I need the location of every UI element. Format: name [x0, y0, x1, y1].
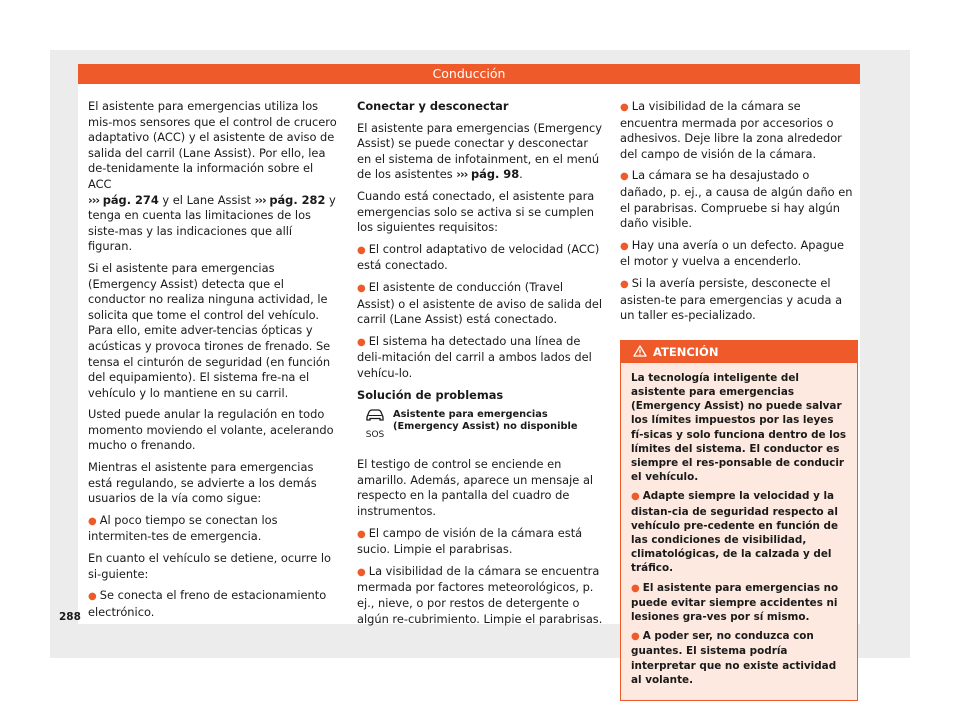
section-heading: Conectar y desconectar: [357, 99, 509, 113]
paragraph: El testigo de control se enciende en amarillo. Además, aparece un mensaje al respecto en la pantalla del cuadro de instrumentos.: [357, 457, 594, 519]
cross-reference-arrows: ›››: [456, 167, 468, 182]
attention-paragraph: La tecnología inteligente del asistente para emergencias (Emergency Assist) no puede salvar los límites impuestos por las leyes fí-sicas y solo funciona dentro de los límites del sistema. El conductor es siempre el res-ponsable de conducir el vehículo.: [631, 371, 847, 484]
paragraph: Mientras el asistente para emergencias está regulando, se advierte a los demás usuarios de la vía como sigue:: [88, 460, 317, 506]
attention-title: ATENCIÓN: [653, 344, 719, 359]
bullet-dot-icon: ●: [620, 171, 629, 183]
paragraph: Usted puede anular la regulación en todo momento moviendo el volante, acelerando mucho o frenando.: [88, 407, 334, 453]
bullet-item: ● Adapte siempre la velocidad y la distan-cia de seguridad respecto al vehículo pre-cedente en función de las condiciones de visibilidad, climatológicas, de la calzada y del tráfico.: [631, 490, 839, 575]
bullet-item: ● Hay una avería o un defecto. Apague el motor y vuelva a encenderlo.: [620, 237, 844, 269]
bullet-item: ● El sistema ha detectado una línea de deli-mitación del carril a ambos lados del vehícu-lo.: [357, 333, 592, 380]
section-header: Conducción: [78, 64, 860, 84]
bullet-item: ● El control adaptativo de velocidad (ACC) está conectado.: [357, 241, 600, 273]
section-heading: Solución de problemas: [357, 387, 504, 402]
warning-lamp-entry: [357, 409, 603, 443]
paragraph: El asistente para emergencias (Emergency Assist) se puede conectar y desconectar en el sistema de infotainment, en el menú de los asistentes ››› pág. 98.: [357, 120, 602, 182]
bullet-item: ● La visibilidad de la cámara se encuentra mermada por factores meteorológicos, p. ej., nieve, o por restos de detergente o algún re-cubrimiento. Limpie el parabrisas.: [357, 563, 603, 626]
bullet-dot-icon: ●: [631, 582, 640, 594]
cross-reference-arrows: ›››: [88, 192, 100, 207]
bullet-item: ● Si la avería persiste, desconecte el asisten-te para emergencias y acuda a un taller es-pecializado.: [620, 275, 843, 323]
bullet-dot-icon: ●: [631, 631, 640, 643]
warning-lamp-title: Asistente para emergencias (Emergency Assist) no disponible: [393, 409, 578, 433]
page-reference-link[interactable]: pág. 274: [102, 192, 159, 207]
sos-label: SOS: [365, 429, 385, 440]
bullet-item: ● El campo de visión de la cámara está sucio. Limpie el parabrisas.: [357, 525, 583, 557]
bullet-dot-icon: ●: [620, 278, 629, 290]
bullet-dot-icon: ●: [357, 566, 366, 578]
attention-box: [620, 340, 858, 701]
paragraph: En cuanto el vehículo se detiene, ocurre lo si-guiente:: [88, 551, 331, 581]
car-sos-icon: [365, 409, 385, 443]
bullet-item: ● La visibilidad de la cámara se encuentra mermada por accesorios o adhesivos. Deje libre la zona alrededor del campo de visión de la cámara.: [620, 99, 842, 161]
column-1: [88, 99, 338, 626]
cross-reference-arrows: ›››: [254, 192, 266, 207]
paragraph: Cuando está conectado, el asistente para emergencias solo se activa si se cumplen los siguientes requisitos:: [357, 188, 595, 235]
attention-body: [621, 363, 857, 700]
bullet-dot-icon: ●: [88, 515, 97, 527]
page-reference-link[interactable]: pág. 98: [471, 167, 520, 182]
bullet-item: ● La cámara se ha desajustado o dañado, p. ej., a causa de algún daño en el parabrisas. Compruebe si hay algún daño visible.: [620, 168, 853, 231]
bullet-dot-icon: ●: [631, 491, 640, 503]
bullet-dot-icon: ●: [357, 528, 366, 540]
column-3: [620, 99, 856, 701]
attention-header: [621, 341, 857, 363]
bullet-dot-icon: ●: [620, 102, 629, 113]
bullet-item: ● Se conecta el freno de estacionamiento electrónico.: [88, 588, 327, 619]
bullet-item: ● El asistente para emergencias no puede evitar siempre accidentes ni lesiones gra-ves por sí mismo.: [631, 581, 839, 623]
bullet-dot-icon: ●: [357, 336, 366, 348]
bullet-dot-icon: ●: [357, 244, 366, 256]
warning-triangle-icon: [633, 345, 647, 357]
column-2: [357, 99, 603, 633]
bullet-dot-icon: ●: [88, 591, 97, 603]
car-icon: [365, 409, 385, 421]
bullet-dot-icon: ●: [357, 282, 366, 294]
paragraph: Si el asistente para emergencias (Emergency Assist) detecta que el conductor no realiza ninguna actividad, le solicita que tome el control del vehículo. Para ello, emite adver-tencias ópticas y acústicas y provoca tirones de frenado. Se tensa el cinturón de seguridad (en función del equipamiento). El sistema fre-na el vehículo y lo mantiene en su carril.: [88, 260, 331, 400]
paragraph: El asistente para emergencias utiliza los mis-mos sensores que el control de crucero adaptativo (ACC) y el asistente de aviso de salida del carril (Lane Assist). Por ello, lea de-tenidamente la información sobre el ACC ››› pág. 274 y el Lane Assist ››› pág. 282 y tenga en cuenta las limitaciones de los siste-mas y las indicaciones que allí figuran.: [88, 99, 337, 254]
page-number: 288: [59, 611, 81, 623]
bullet-item: ● A poder ser, no conduzca con guantes. El sistema podría interpretar que no existe actividad al volante.: [631, 630, 837, 686]
bullet-dot-icon: ●: [620, 240, 629, 252]
page-reference-link[interactable]: pág. 282: [269, 192, 326, 207]
bullet-item: ● El asistente de conducción (Travel Assist) o el asistente de aviso de salida del carril (Lane Assist) está conectado.: [357, 279, 603, 327]
bullet-item: ● Al poco tiempo se conectan los intermiten-tes de emergencia.: [88, 512, 278, 544]
